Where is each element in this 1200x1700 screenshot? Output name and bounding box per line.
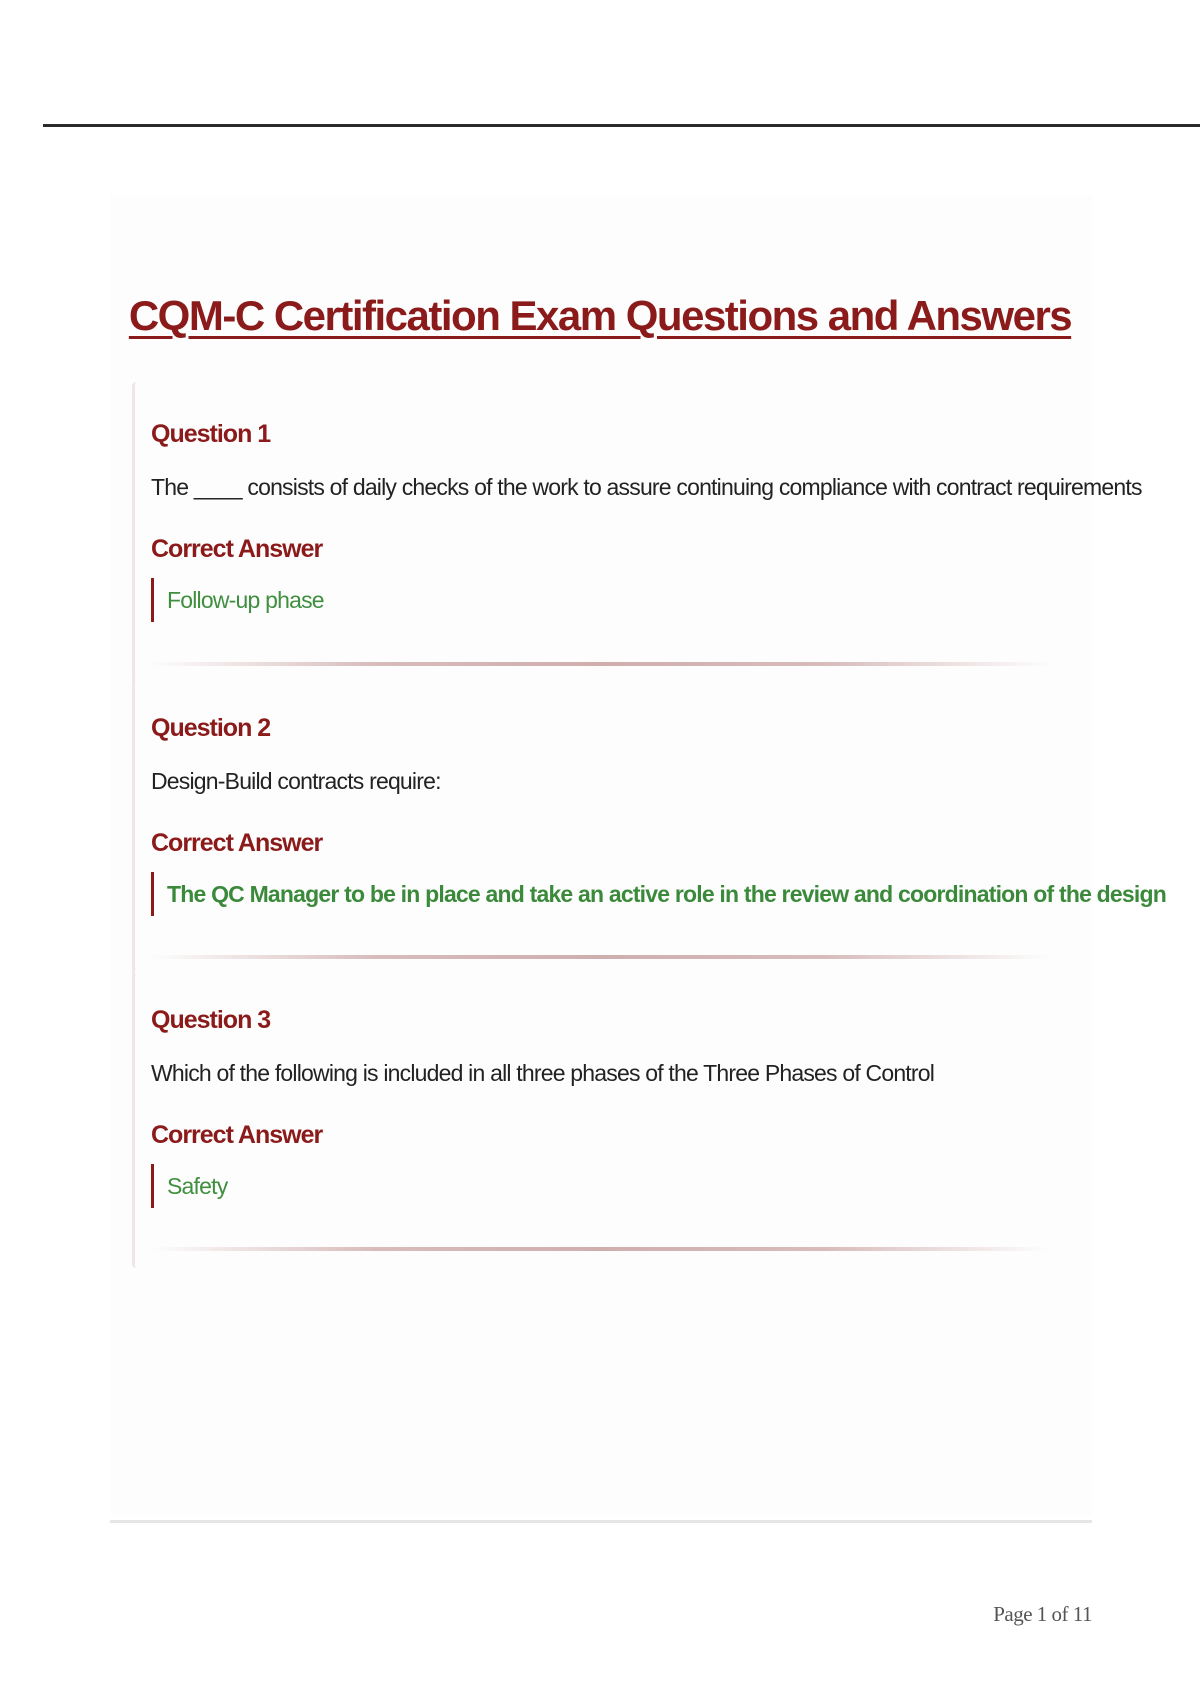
correct-answer: Safety [151, 1164, 227, 1208]
question-block-2 [132, 676, 1166, 976]
correct-answer-label: Correct Answer [151, 535, 323, 563]
page-number: Page 1 of 11 [993, 1602, 1092, 1626]
header-rule [43, 124, 1200, 127]
question-text: Design-Build contracts require: [151, 768, 441, 794]
question-label: Question 2 [151, 714, 271, 742]
correct-answer-label: Correct Answer [151, 1121, 323, 1149]
document-title: CQM-C Certification Exam Questions and Answers [128, 292, 1072, 339]
question-text: The ____ consists of daily checks of the work to assure continuing compliance with contract requirements [151, 474, 1142, 500]
question-label: Question 1 [151, 420, 271, 448]
question-block-3 [132, 968, 1055, 1268]
question-block-1 [132, 382, 1142, 682]
question-separator [150, 662, 1050, 666]
correct-answer: The QC Manager to be in place and take an active role in the review and coordination of the design [151, 872, 1166, 916]
question-text: Which of the following is included in all three phases of the Three Phases of Control [151, 1060, 935, 1086]
correct-answer-label: Correct Answer [151, 829, 323, 857]
question-separator [150, 955, 1050, 959]
question-label: Question 3 [151, 1006, 271, 1034]
footer-rule [110, 1520, 1092, 1523]
correct-answer: Follow-up phase [151, 578, 324, 622]
question-separator [150, 1247, 1050, 1251]
